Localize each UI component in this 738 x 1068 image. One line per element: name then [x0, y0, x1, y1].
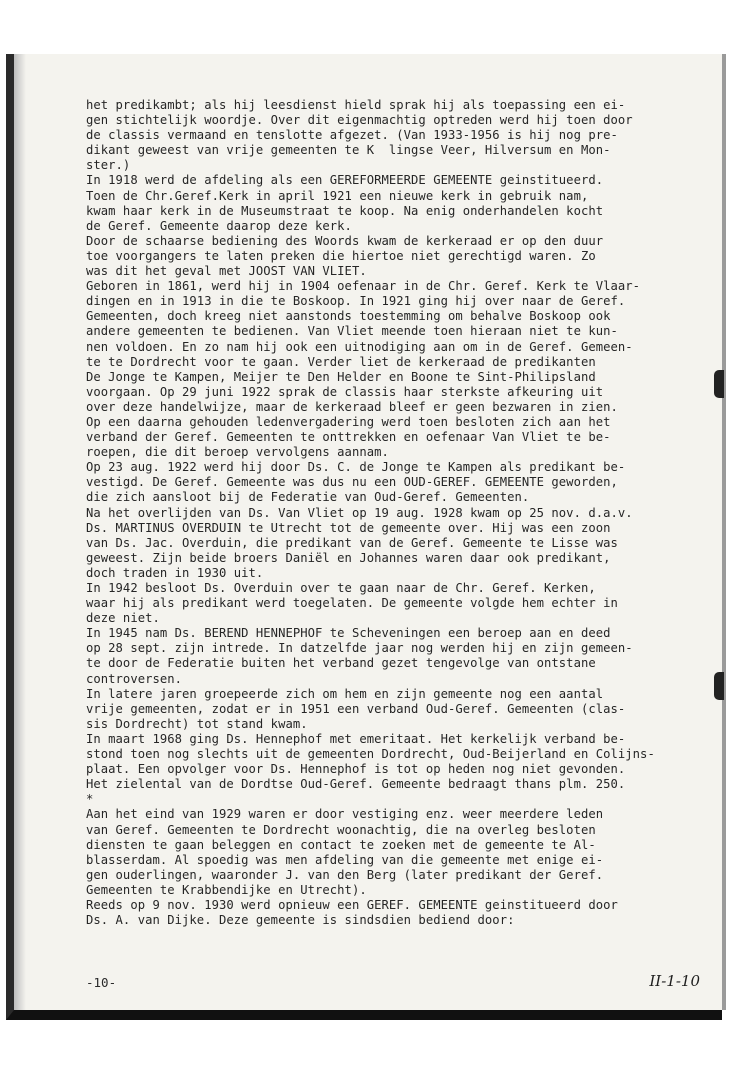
- page-edge-shadow: [14, 54, 26, 1010]
- text-line: voorgaan. Op 29 juni 1922 sprak de classis haar sterkste afkeuring uit: [86, 384, 604, 399]
- page-number: -10-: [86, 975, 117, 990]
- text-line: andere gemeenten te bedienen. Van Vliet meende toen hieraan niet te kun-: [86, 324, 618, 339]
- text-line: was dit het geval met JOOST VAN VLIET.: [86, 264, 367, 279]
- text-line: de Geref. Gemeente daarop deze kerk.: [86, 218, 352, 233]
- punch-hole-mark: [714, 672, 724, 700]
- text-line: geweest. Zijn beide broers Daniël en Johannes waren daar ook predikant,: [86, 550, 611, 565]
- text-line: plaat. Een opvolger voor Ds. Hennephof is tot op heden nog niet gevonden.: [86, 762, 626, 777]
- text-line: het predikambt; als hij leesdienst hield sprak hij als toepassing een ei-: [86, 98, 626, 112]
- text-line: de classis vermaand en tenslotte afgezet. (Van 1933-1956 is hij nog pre-: [86, 128, 618, 143]
- text-line: Ds. MARTINUS OVERDUIN te Utrecht tot de gemeente over. Hij was een zoon: [86, 520, 611, 535]
- scanned-page: [6, 54, 722, 1020]
- text-line: gen stichtelijk woordje. Over dit eigenmachtig optreden werd hij toen door: [86, 113, 633, 128]
- text-line: dingen en in 1913 in die te Boskoop. In 1921 ging hij over naar de Geref.: [86, 294, 626, 309]
- text-line: Reeds op 9 nov. 1930 werd opnieuw een GEREF. GEMEENTE geinstitueerd door: [86, 897, 618, 912]
- text-line: Toen de Chr.Geref.Kerk in april 1921 een nieuwe kerk in gebruik nam,: [86, 188, 589, 203]
- text-line: Gemeenten te Krabbendijke en Utrecht).: [86, 882, 367, 897]
- text-line: vestigd. De Geref. Gemeente was dus nu een OUD-GEREF. GEMEENTE geworden,: [86, 475, 618, 490]
- text-line: te door de Federatie buiten het verband gezet tengevolge van ontstane: [86, 656, 596, 671]
- text-line: van Geref. Gemeenten te Dordrecht woonachtig, die na overleg besloten: [86, 822, 596, 837]
- page-right-edge: [722, 54, 726, 1010]
- text-line: kwam haar kerk in de Museumstraat te koop. Na enig onderhandelen kocht: [86, 203, 604, 218]
- text-line: dikant geweest van vrije gemeenten te K lingse Veer, Hilversum en Mon-: [86, 143, 611, 158]
- text-line: stond toen nog slechts uit de gemeenten Dordrecht, Oud-Beijerland en Colijns-: [86, 747, 655, 762]
- text-line: Aan het eind van 1929 waren er door vestiging enz. weer meerdere leden: [86, 807, 604, 822]
- text-line: blasserdam. Al spoedig was men afdeling van die gemeente met enige ei-: [86, 852, 604, 867]
- text-line: vrije gemeenten, zodat er in 1951 een verband Oud-Geref. Gemeenten (clas-: [86, 701, 626, 716]
- punch-hole-mark: [714, 370, 724, 398]
- text-line: doch traden in 1930 uit.: [86, 565, 264, 580]
- section-separator: *: [86, 792, 94, 807]
- text-line: op 28 sept. zijn intrede. In datzelfde jaar nog werden hij en zijn gemeen-: [86, 641, 633, 656]
- text-line: deze niet.: [86, 611, 160, 626]
- text-line: te te Dordrecht voor te gaan. Verder liet de kerkeraad de predikanten: [86, 354, 596, 369]
- text-line: diensten te gaan beleggen en contact te zoeken met de gemeente te Al-: [86, 837, 596, 852]
- text-line: roepen, die dit beroep vervolgens aannam.: [86, 445, 389, 460]
- text-line: van Ds. Jac. Overduin, die predikant van de Geref. Gemeente te Lisse was: [86, 535, 618, 550]
- text-line: controversen.: [86, 671, 183, 686]
- typed-text-body: [86, 98, 706, 928]
- handwritten-note: II-1-10: [649, 972, 700, 990]
- text-line: In 1942 besloot Ds. Overduin over te gaan naar de Chr. Geref. Kerken,: [86, 581, 596, 595]
- text-line: Na het overlijden van Ds. Van Vliet op 19 aug. 1928 kwam op 25 nov. d.a.v.: [86, 505, 633, 520]
- text-line: Op een daarna gehouden ledenvergadering werd toen besloten zich aan het: [86, 414, 611, 429]
- text-line: Ds. A. van Dijke. Deze gemeente is sindsdien bediend door:: [86, 913, 515, 928]
- text-line: Het zielental van de Dordtse Oud-Geref. Gemeente bedraagt thans plm. 250.: [86, 777, 626, 792]
- text-line: ster.): [86, 158, 131, 173]
- text-line: In 1945 nam Ds. BEREND HENNEPHOF te Scheveningen een beroep aan en deed: [86, 626, 611, 641]
- text-line: In latere jaren groepeerde zich om hem en zijn gemeente nog een aantal: [86, 686, 604, 701]
- text-line: Geboren in 1861, werd hij in 1904 oefenaar in de Chr. Geref. Kerk te Vlaar-: [86, 279, 641, 294]
- text-line: Door de schaarse bediening des Woords kwam de kerkeraad er op den duur: [86, 233, 604, 248]
- text-line: In maart 1968 ging Ds. Hennephof met emeritaat. Het kerkelijk verband be-: [86, 731, 626, 746]
- text-line: over deze handelwijze, maar de kerkeraad bleef er geen bezwaren in zien.: [86, 399, 618, 414]
- text-line: De Jonge te Kampen, Meijer te Den Helder en Boone te Sint-Philipsland: [86, 369, 596, 384]
- text-line: In 1918 werd de afdeling als een GEREFORMEERDE GEMEENTE geinstitueerd.: [86, 173, 604, 188]
- text-line: waar hij als predikant werd toegelaten. De gemeente volgde hem echter in: [86, 596, 618, 611]
- text-line: verband der Geref. Gemeenten te onttrekken en oefenaar Van Vliet te be-: [86, 430, 611, 445]
- text-line: toe voorgangers te laten preken die hiertoe niet gerechtigd waren. Zo: [86, 248, 596, 263]
- text-line: Op 23 aug. 1922 werd hij door Ds. C. de Jonge te Kampen als predikant be-: [86, 460, 626, 475]
- text-line: sis Dordrecht) tot stand kwam.: [86, 716, 308, 731]
- text-line: nen voldoen. En zo nam hij ook een uitnodiging aan om in de Geref. Gemeen-: [86, 339, 633, 354]
- text-line: die zich aansloot bij de Federatie van Oud-Geref. Gemeenten.: [86, 490, 530, 505]
- text-line: gen ouderlingen, waaronder J. van den Berg (later predikant der Geref.: [86, 867, 604, 882]
- text-line: Gemeenten, doch kreeg niet aanstonds toestemming om behalve Boskoop ook: [86, 309, 611, 324]
